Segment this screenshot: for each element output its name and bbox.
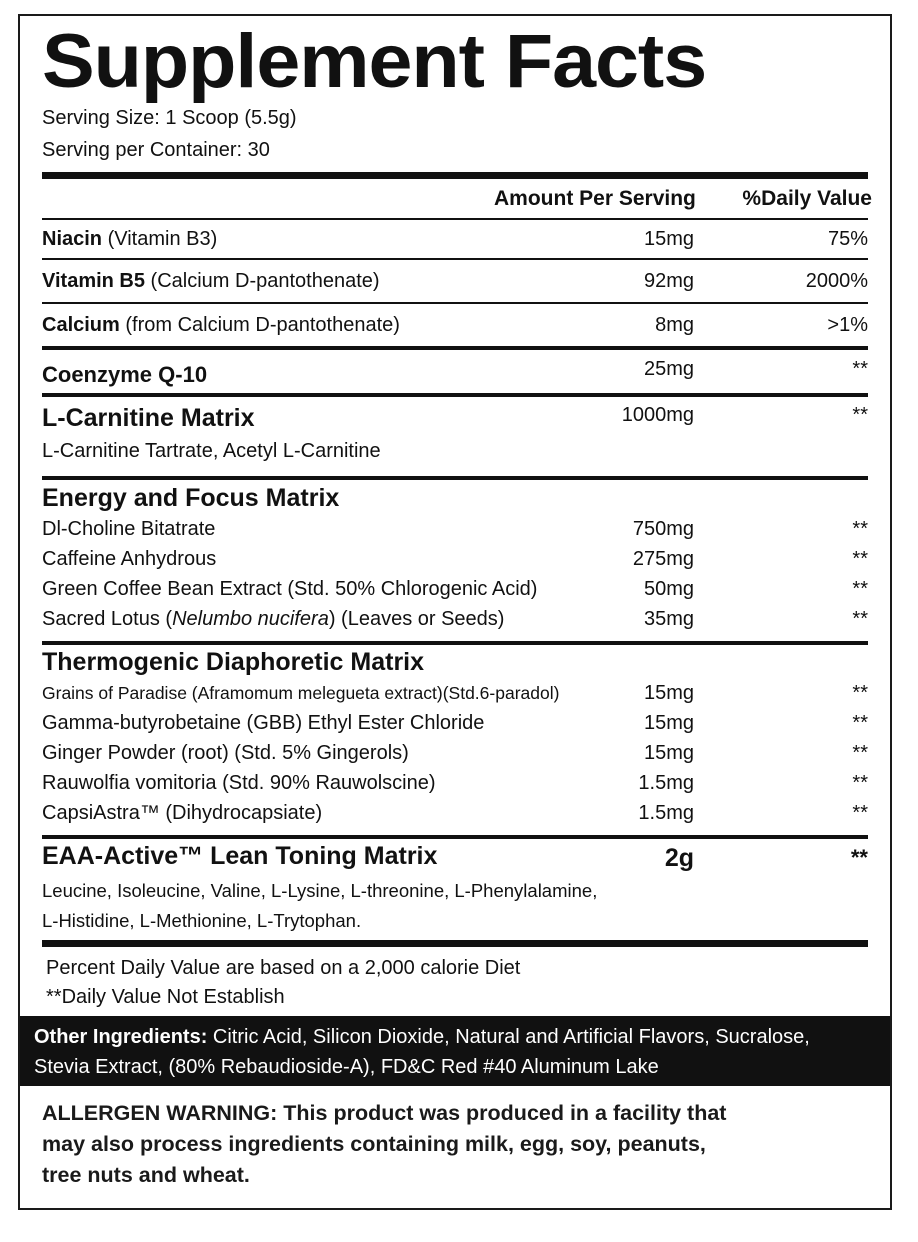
eaa-amount-row: [42, 840, 868, 876]
ingredient-amount: 50mg: [643, 578, 694, 600]
ingredient-dv: **: [852, 578, 868, 600]
divider: [42, 258, 868, 260]
nutrient-dv: 75%: [827, 228, 868, 250]
nutrient-name: Vitamin B5: [42, 270, 145, 292]
thick-divider: [42, 172, 868, 179]
ingredient-dv: **: [852, 772, 868, 794]
thermo-matrix-title: Thermogenic Diaphoretic Matrix: [42, 648, 425, 676]
carnitine-amount-row: [42, 400, 868, 430]
allergen-warning: [42, 1098, 868, 1191]
allergen-text-1: This product was produced in a facility that: [277, 1101, 727, 1125]
nutrient-name: Calcium: [42, 314, 120, 336]
ingredient-row: [42, 678, 868, 708]
panel-title: Supplement Facts: [42, 19, 707, 104]
ingredient-latin-name: Nelumbo nucifera: [172, 608, 329, 630]
ingredient-row: [42, 574, 868, 604]
ingredient-amount: 1.5mg: [638, 802, 694, 824]
allergen-text-3: tree nuts and wheat.: [42, 1163, 250, 1187]
ingredient-name: Caffeine Anhydrous: [42, 548, 217, 570]
nutrient-detail: (Vitamin B3): [102, 228, 218, 250]
ingredient-amount: 15mg: [643, 742, 694, 764]
ingredient-name: Dl-Choline Bitatrate: [42, 518, 216, 540]
ingredient-amount: 1.5mg: [638, 772, 694, 794]
nutrient-amount: 8mg: [655, 314, 694, 336]
other-ingredients: [20, 1016, 890, 1086]
nutrient-dv: 2000%: [805, 270, 868, 292]
nutrient-amount: 15mg: [643, 228, 694, 250]
nutrient-row: [42, 310, 868, 340]
coenzyme-name: Coenzyme Q-10: [42, 362, 208, 387]
carnitine-matrix-title: L-Carnitine Matrix: [42, 404, 255, 432]
ingredient-row: [42, 544, 868, 574]
other-ingredients-text-2: Stevia Extract, (80% Rebaudioside-A), FD&C Red #40 Aluminum Lake: [34, 1056, 659, 1078]
ingredient-name: Sacred Lotus (: [42, 608, 173, 630]
nutrient-row: [42, 266, 868, 296]
coenzyme-amount: 25mg: [643, 358, 694, 380]
allergen-label: ALLERGEN WARNING:: [42, 1101, 278, 1125]
other-ingredients-text: Citric Acid, Silicon Dioxide, Natural and Artificial Flavors, Sucralose,: [207, 1026, 810, 1048]
ingredient-name: CapsiAstra™ (Dihydrocapsiate): [42, 802, 323, 824]
eaa-contents-line-2: L-Histidine, L-Methionine, L-Trytophan.: [42, 910, 362, 931]
footnote-not-established: **Daily Value Not Establish: [46, 986, 285, 1008]
ingredient-amount: 35mg: [643, 608, 694, 630]
divider: [42, 346, 868, 350]
ingredient-row: [42, 604, 868, 634]
nutrient-detail: (from Calcium D-pantothenate): [119, 314, 400, 336]
ingredient-row: [42, 708, 868, 738]
carnitine-amount: 1000mg: [621, 404, 694, 426]
nutrient-dv: >1%: [827, 314, 868, 336]
ingredient-dv: **: [852, 712, 868, 734]
allergen-text-2: may also process ingredients containing milk, egg, soy, peanuts,: [42, 1132, 706, 1156]
nutrient-name: Niacin: [42, 228, 103, 250]
ingredient-dv: **: [852, 802, 868, 824]
ingredient-name: Gamma-butyrobetaine (GBB) Ethyl Ester Chloride: [42, 712, 485, 734]
ingredient-name: Ginger Powder (root) (Std. 5% Gingerols): [42, 742, 409, 764]
ingredient-row: [42, 514, 868, 544]
ingredient-amount: 15mg: [643, 682, 694, 704]
divider: [42, 218, 868, 220]
footnote-daily-value: Percent Daily Value are based on a 2,000 calorie Diet: [46, 957, 521, 979]
ingredient-dv: **: [852, 742, 868, 764]
ingredient-row: [42, 738, 868, 768]
divider: [42, 835, 868, 839]
eaa-dv: **: [850, 845, 868, 870]
ingredient-dv: **: [852, 548, 868, 570]
carnitine-contents: L-Carnitine Tartrate, Acetyl L-Carnitine: [42, 440, 381, 462]
ingredient-amount: 275mg: [632, 548, 694, 570]
coenzyme-row: [42, 354, 868, 394]
serving-size: Serving Size: 1 Scoop (5.5g): [42, 107, 297, 129]
ingredient-row: [42, 798, 868, 828]
amount-header: Amount Per Serving: [494, 187, 696, 210]
ingredient-name: Green Coffee Bean Extract (Std. 50% Chlorogenic Acid): [42, 578, 538, 600]
ingredient-amount: 15mg: [643, 712, 694, 734]
ingredient-amount: 750mg: [632, 518, 694, 540]
ingredient-dv: **: [852, 518, 868, 540]
ingredient-dv: **: [852, 608, 868, 630]
servings-per-container: Serving per Container: 30: [42, 139, 270, 161]
divider: [42, 476, 868, 480]
eaa-contents-line-1: Leucine, Isoleucine, Valine, L-Lysine, L-threonine, L-Phenylalamine,: [42, 880, 598, 901]
eaa-matrix-title: EAA-Active™ Lean Toning Matrix: [42, 842, 438, 870]
divider: [42, 302, 868, 304]
energy-matrix-title: Energy and Focus Matrix: [42, 484, 340, 512]
supplement-facts-panel: [18, 14, 892, 1210]
ingredient-row: [42, 768, 868, 798]
divider: [42, 641, 868, 645]
carnitine-dv: **: [852, 404, 868, 426]
nutrient-amount: 92mg: [643, 270, 694, 292]
divider: [42, 393, 868, 397]
eaa-amount: 2g: [664, 844, 694, 872]
ingredient-name: Rauwolfia vomitoria (Std. 90% Rauwolscine): [42, 772, 436, 794]
coenzyme-dv: **: [852, 358, 868, 380]
ingredient-name: Grains of Paradise (Aframomum melegueta extract)(Std.6-paradol): [42, 683, 560, 703]
ingredient-name-suffix: ) (Leaves or Seeds): [328, 608, 505, 630]
ingredient-dv: **: [852, 682, 868, 704]
daily-value-header: %Daily Value: [742, 187, 872, 210]
nutrient-row: [42, 224, 868, 254]
thick-divider: [42, 940, 868, 947]
other-ingredients-label: Other Ingredients:: [34, 1026, 208, 1048]
nutrient-detail: (Calcium D-pantothenate): [145, 270, 380, 292]
